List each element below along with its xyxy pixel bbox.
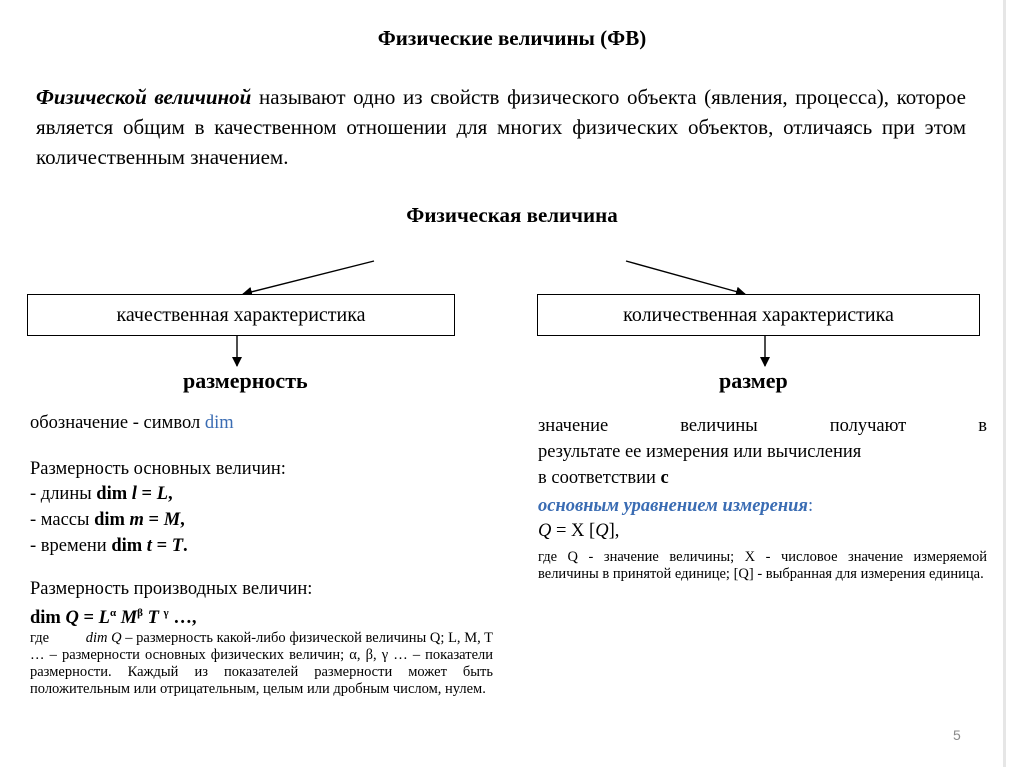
dimension-heading: размерность	[183, 368, 308, 393]
designation-symbol: dim	[204, 413, 234, 433]
arrow-to-quantitative	[626, 261, 745, 294]
base-dimensions-title: Размерность основных величин:	[30, 459, 286, 479]
designation-line	[30, 412, 493, 435]
size-heading: размер	[719, 368, 788, 393]
base-item-mass: - массы dim m = M,	[30, 510, 185, 530]
definition-term: Физической величиной	[36, 85, 252, 109]
slide-title: Физические величины (ФВ)	[377, 26, 647, 50]
base-item-time: - времени dim t = T.	[30, 536, 188, 556]
diagram-title: Физическая величина	[406, 203, 618, 227]
size-text-line-1: значение величины получают в	[538, 416, 987, 436]
measurement-equation: Q = X [Q],	[538, 521, 620, 541]
size-text-line-2: результате ее измерения или вычисления	[538, 442, 862, 462]
size-text-line-3: в соответствии с	[538, 468, 669, 488]
derived-dimensions-title: Размерность производных величин:	[30, 579, 313, 599]
base-item-length: - длины dim l = L,	[30, 484, 173, 504]
quantitative-box-label: количественная характеристика	[623, 303, 894, 326]
qualitative-box	[27, 294, 455, 336]
dimension-formula: dim $Q = L^\alpha$ $M^\beta$ T $^\gamma$ …,	[30, 607, 197, 628]
qualitative-box-label: качественная характеристика	[116, 303, 366, 326]
definition-text: называют одно из свойств физического объекта (явления, процесса), которое является общим в качественном отношении для многих физических объектов, отличаясь при этом количественным значением.	[36, 85, 966, 169]
quantitative-box	[537, 294, 980, 336]
designation-prefix: обозначение - символ	[30, 413, 205, 433]
dimension-explanation: где dim Q – размерность какой-либо физической величины Q; L, M, T … – размерности основных физических величин; α, β, γ … – показатели размерности. Каждый из показателей размерности может быть положительным или отрицательным, целым или дробным числом, нулем.	[30, 630, 493, 697]
equation-name-line: основным уравнением измерения:	[538, 496, 814, 516]
arrow-to-qualitative	[243, 261, 374, 294]
measurement-equation-name: основным уравнением измерения	[538, 496, 808, 516]
size-explanation: где Q - значение величины; X - числовое значение измеряемой величины в принятой единице; [Q] - выбранная для измерения единица.	[538, 549, 987, 582]
page-number: 5	[953, 727, 961, 743]
